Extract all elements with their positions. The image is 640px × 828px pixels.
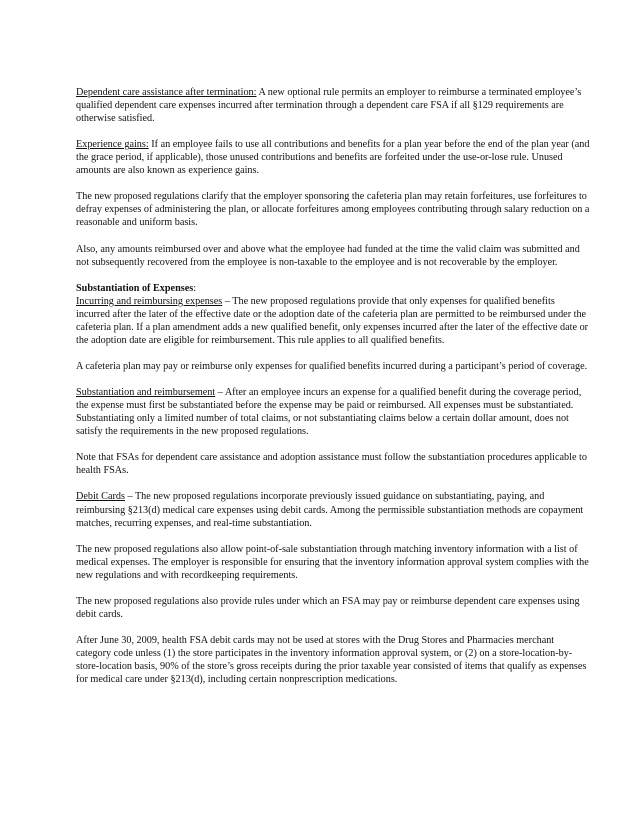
text-substantiation: – After an employee incurs an expense for a qualified benefit during the coverage period, the expense must first be substantiated before the expense may be paid or reimbursed. All expenses must be substantiated. Substantiating only a limited number of total claims, or not substantiating claims below a certain dollar amount, does not satisfy the requirements in the new proposed regulations. [76, 387, 582, 438]
paragraph-fsa-note: Note that FSAs for dependent care assistance and adoption assistance must follow the substantiation procedures applicable to health FSAs. [76, 452, 587, 477]
paragraph-point-of-sale: The new proposed regulations also allow point-of-sale substantiation through matching inventory information with a list of medical expenses. The employer is responsible for ensuring that the inventory information approval system complies with the new regulations and with recordkeeping requirements. [76, 543, 589, 581]
heading-substantiation: Substantiation of Expenses [76, 282, 194, 294]
paragraph-june-2009: After June 30, 2009, health FSA debit cards may not be used at stores with the Drug Stores and Pharmacies merchant category code unless (1) the store participates in the inventory information approval system, or (2) on a store-location-by-store-location basis, 90% of the store’s gross receipts during the prior taxable year consisted of items that qualify as expenses for medical care under §213(d), including certain nonprescription medications. [76, 634, 587, 686]
text-incurring-expenses: – The new proposed regulations provide that only expenses for qualified benefits incurred after the later of the effective date or the adoption date of the cafeteria plan are permitted to be reimbursed under the cafeteria plan. If a plan amendment adds a new qualified benefit, only expenses incurred after the later of the effective date or the adoption date are eligible for reimbursement. This rule applies to all qualified benefits. [76, 295, 589, 346]
heading-colon: : [193, 282, 197, 294]
term-dependent-care: Dependent care assistance after termination: [76, 87, 257, 98]
text-experience-gains: If an employee fails to use all contributions and benefits for a plan year before the end of the plan year (and the grace period, if applicable), those unused contributions and benefits are forfeited under the use-or-lose rule. Unused amounts are also known as experience gains. [76, 139, 590, 177]
text-debit-cards: – The new proposed regulations incorporate previously issued guidance on substantiating, paying, and reimbursing §213(d) medical care expenses using debit cards. Among the permissible substantiation methods are copayment matches, recurring expenses, and real-time substantiation. [76, 491, 584, 529]
paragraph-dependent-care [76, 86, 590, 125]
term-substantiation: Substantiation and reimbursement [76, 387, 216, 399]
section-heading [76, 282, 590, 295]
paragraph-debit-cards [76, 490, 590, 529]
paragraph-reimbursed-amounts: Also, any amounts reimbursed over and above what the employee had funded at the time the valid claim was submitted and not subsequently recovered from the employee is non-taxable to the employee and is not recoverable by the employer. [76, 243, 580, 268]
paragraph-dependent-care-debit: The new proposed regulations also provide rules under which an FSA may pay or reimburse dependent care expenses using debit cards. [76, 595, 580, 620]
paragraph-period-of-coverage: A cafeteria plan may pay or reimburse only expenses for qualified benefits incurred during a participant’s period of coverage. [76, 360, 588, 372]
paragraph-forfeitures: The new proposed regulations clarify that the employer sponsoring the cafeteria plan may retain forfeitures, use forfeitures to defray expenses of administering the plan, or allocate forfeitures among employees contributing through salary reduction on a reasonable and uniform basis. [76, 191, 590, 229]
term-incurring-expenses: Incurring and reimbursing expenses [76, 295, 223, 307]
paragraph-experience-gains [76, 138, 590, 177]
text-dependent-care: A new optional rule permits an employer to reimburse a terminated employee’s qualified dependent care expenses incurred after termination through a dependent care FSA if all §129 requirements are otherwise satisfied. [76, 87, 582, 125]
paragraph-substantiation [76, 386, 590, 438]
term-experience-gains: Experience gains: [76, 139, 149, 151]
term-debit-cards: Debit Cards [76, 491, 125, 503]
paragraph-incurring-expenses [76, 295, 590, 347]
